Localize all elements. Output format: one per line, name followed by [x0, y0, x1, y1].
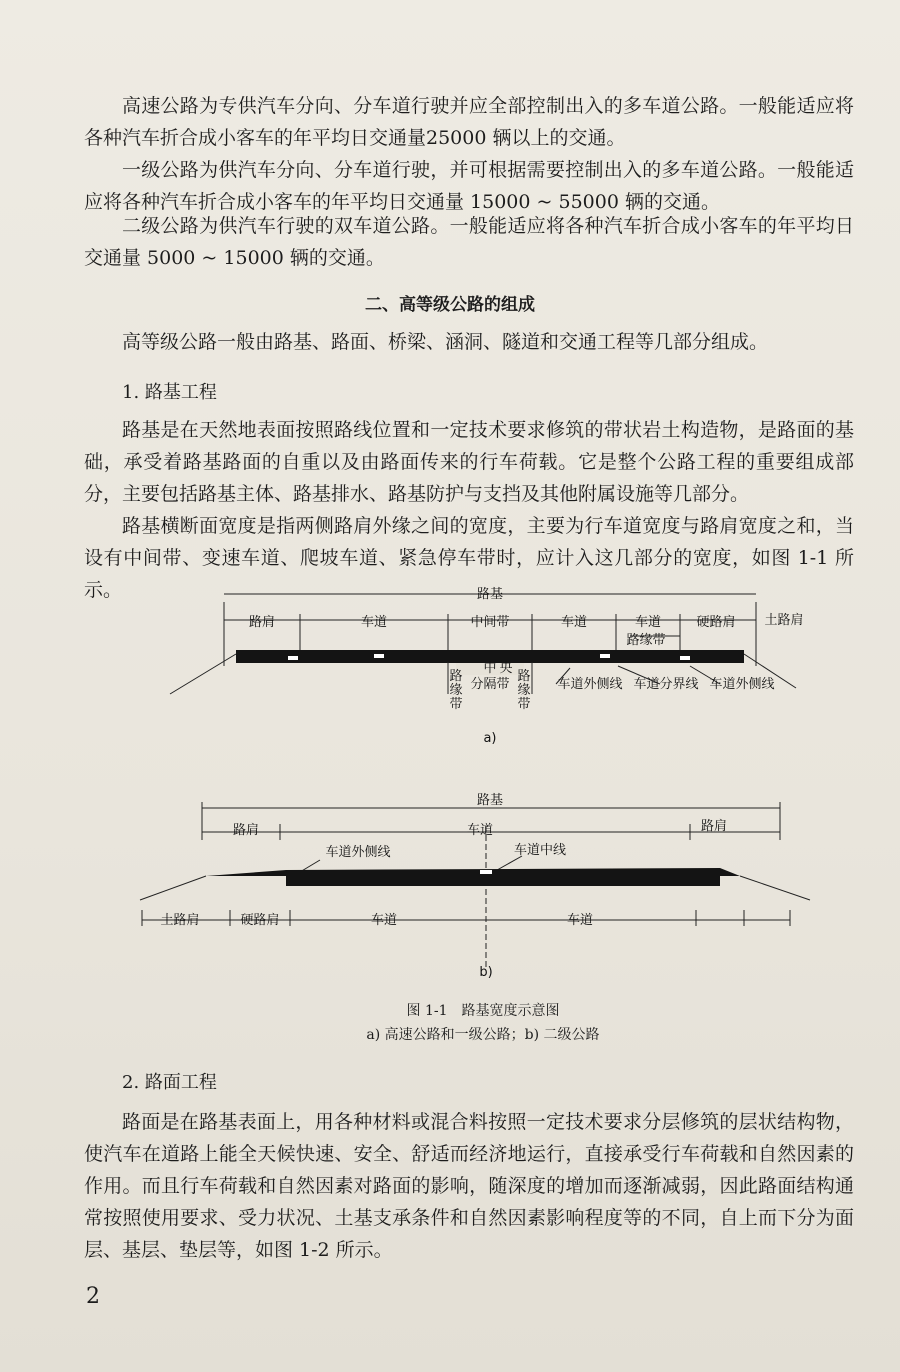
- figure-caption-sub: a) 高速公路和一级公路；b) 二级公路: [366, 1027, 600, 1043]
- label-edge-strip: 路缘带: [626, 633, 666, 648]
- subheading-pavement: 2. 路面工程: [122, 1072, 217, 1093]
- section-heading: 二、高等级公路的组成: [365, 295, 535, 315]
- paragraph-subgrade-width: 路基横断面宽度是指两侧路肩外缘之间的宽度，主要为行车道宽度与路肩宽度之和，当设有中间带、变速车道、爬坡车道、紧急停车带时，应计入这几部分的宽度，如图 1-1 所示。: [84, 515, 854, 601]
- figure-a-diagram: [160, 584, 820, 750]
- paragraph-composition: 高等级公路一般由路基、路面、桥梁、涵洞、隧道和交通工程等几部分组成。: [122, 331, 769, 353]
- label-median: 中间带: [470, 615, 510, 630]
- label-subgrade-b: 路基: [476, 793, 504, 808]
- label-lane-b2: 车道: [566, 913, 594, 928]
- label-divider-line: 车道分界线: [633, 677, 699, 692]
- label-outer-line-2: 车道外侧线: [709, 677, 775, 692]
- paragraph-subgrade: 路基是在天然地表面按照路线位置和一定技术要求修筑的带状岩土构造物，是路面的基础，承受着路基路面的自重以及由路面传来的行车荷载。它是整个公路工程的重要组成部分，主要包括路基主体、路基排水、路基防护与支挡及其他附属设施等几部分。: [84, 419, 854, 505]
- label-central-1: 中: [483, 661, 497, 676]
- label-lane-left: 车道: [360, 615, 388, 630]
- figure-caption-title: 图 1-1 路基宽度示意图: [406, 1003, 560, 1019]
- label-earth-shoulder: 土路肩: [764, 613, 804, 628]
- label-edge-right-2: 缘: [517, 683, 531, 698]
- paragraph-expressway: 高速公路为专供汽车分向、分车道行驶并应全部控制出入的多车道公路。一般能适应将各种汽车折合成小客车的年平均日交通量25000 辆以上的交通。: [84, 95, 854, 149]
- label-edge-left-3: 带: [449, 697, 463, 712]
- paragraph-pavement: 路面是在路基表面上，用各种材料或混合料按照一定技术要求分层修筑的层状结构物，使汽车在道路上能全天候快速、安全、舒适而经济地运行，直接承受行车荷载和自然因素的作用。而且行车荷载和自然因素对路面的影响，随深度的增加而逐渐减弱，因此路面结构通常按照使用要求、受力状况、土基支承条件和自然因素影响程度等的不同，自上而下分为面层、基层、垫层等，如图 1-2 所示。: [84, 1111, 854, 1261]
- label-hard-shoulder-b: 硬路肩: [240, 913, 280, 928]
- label-central-2: 央: [499, 661, 513, 676]
- label-lane-right1: 车道: [560, 615, 588, 630]
- label-outer-line-1: 车道外侧线: [557, 677, 623, 692]
- label-edge-left-2: 缘: [449, 683, 463, 698]
- label-edge-right-1: 路: [517, 669, 531, 684]
- figure-b-diagram: [120, 790, 820, 986]
- paragraph-class1-highway: 一级公路为供汽车分向、分车道行驶，并可根据需要控制出入的多车道公路。一般能适应将各种汽车折合成小客车的年平均日交通量 15000 ~ 55000 辆的交通。: [84, 159, 854, 213]
- label-center-line-b: 车道中线: [513, 843, 567, 858]
- label-shoulder-left-b: 路肩: [232, 823, 260, 838]
- label-lane-right2: 车道: [634, 615, 662, 630]
- label-edge-right-3: 带: [517, 697, 531, 712]
- subheading-subgrade: 1. 路基工程: [122, 382, 217, 403]
- label-outer-line-b: 车道外侧线: [325, 845, 391, 860]
- label-hard-shoulder: 硬路肩: [696, 615, 736, 630]
- label-earth-shoulder-b: 土路肩: [160, 913, 200, 928]
- label-lane-b1: 车道: [370, 913, 398, 928]
- label-central-3: 分隔带: [470, 677, 510, 692]
- label-edge-left-1: 路: [449, 669, 463, 684]
- figure-b-label: b): [479, 965, 493, 980]
- page-number: 2: [86, 1284, 100, 1309]
- label-shoulder-right-b: 路肩: [700, 819, 728, 834]
- label-lane-b: 车道: [466, 823, 494, 838]
- paragraph-class2-highway: 二级公路为供汽车行驶的双车道公路。一般能适应将各种汽车折合成小客车的年平均日交通量 5000 ~ 15000 辆的交通。: [84, 215, 854, 269]
- figure-a-label: a): [483, 731, 497, 746]
- label-shoulder: 路肩: [248, 615, 276, 630]
- label-subgrade: 路基: [476, 587, 504, 602]
